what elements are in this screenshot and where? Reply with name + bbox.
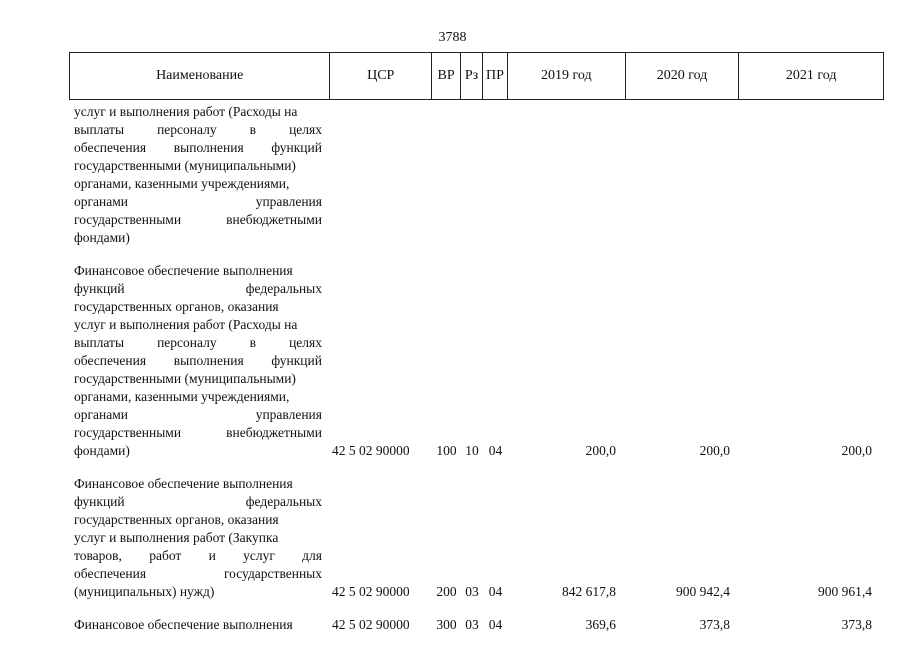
name-line [74,157,322,175]
row-pr [483,229,508,247]
name-word: функций [74,494,125,509]
name-line [74,211,322,229]
name-line [74,406,322,424]
name-word: услуг [243,548,275,563]
row-vr: 300 [436,617,457,632]
name-line [74,280,322,298]
name-line [74,175,322,193]
row-name [69,616,330,634]
name-word: федеральных [245,281,322,296]
name-line [74,103,322,121]
row-name [69,475,330,601]
name-line [74,442,322,460]
name-word: услуг и выполнения работ (Расходы на [74,317,298,332]
name-word: функций [74,281,125,296]
name-word: выплаты [74,335,125,350]
row-rz [461,229,483,247]
row-2021: 200,0 [841,443,872,458]
row-csr: 42 5 02 90000 [332,443,410,458]
name-word: федеральных [245,494,322,509]
row-2020: 900 942,4 [676,584,730,599]
row-vr: 100 [436,443,457,458]
name-word: государственными (муниципальными) [74,371,296,386]
name-word: государственных органов, оказания [74,512,279,527]
name-word: государственными (муниципальными) [74,158,296,173]
row-2021: 373,8 [841,617,872,632]
name-line [74,334,322,352]
row-2020 [626,229,740,247]
name-word: государственных органов, оказания [74,299,279,314]
row-name [69,103,330,247]
header-name: Наименование [70,53,330,99]
header-vr: ВР [432,53,461,99]
name-word: в [249,122,257,137]
row-2020: 373,8 [699,617,730,632]
name-word: функций [271,353,322,368]
name-word: органами, казенными учреждениями, [74,176,290,191]
page-number: 3788 [438,30,467,45]
name-word: государственными [74,212,182,227]
row-rz: 03 [465,617,479,632]
header-2021: 2021 год [785,68,837,83]
table-row [69,475,884,601]
table-row [69,103,884,247]
name-word: целях [289,335,322,350]
name-line [74,229,322,247]
row-name [69,262,330,460]
row-vr: 200 [436,584,457,599]
name-line [74,475,322,493]
name-word: выполнения [173,140,244,155]
table-body [69,103,884,649]
row-csr [330,229,432,247]
name-word: Финансовое обеспечение выполнения [74,617,293,632]
name-word: персоналу [157,335,217,350]
name-line [74,616,322,634]
name-word: выплаты [74,122,125,137]
name-word: выполнения [173,353,244,368]
table-row [69,262,884,460]
row-csr: 42 5 02 90000 [332,617,410,632]
name-line [74,511,322,529]
name-line [74,370,322,388]
row-rz: 10 [465,443,479,458]
name-line [74,493,322,511]
header-2020: 2020 год [626,53,740,99]
header-pr: ПР [483,53,508,99]
name-word: обеспечения [74,140,147,155]
row-vr [432,229,461,247]
name-word: фондами) [74,443,130,458]
name-word: Финансовое обеспечение выполнения [74,476,293,491]
header-rz: Рз [461,53,483,99]
name-word: управления [255,407,322,422]
name-word: Финансовое обеспечение выполнения [74,263,293,278]
name-word: органами, казенными учреждениями, [74,389,290,404]
row-2019 [508,229,626,247]
header-csr: ЦСР [330,53,432,99]
name-word: услуг и выполнения работ (Закупка [74,530,279,545]
row-2019: 842 617,8 [562,584,616,599]
name-word: фондами) [74,230,130,245]
name-line [74,388,322,406]
name-line [74,262,322,280]
name-line [74,565,322,583]
name-word: услуг и выполнения работ (Расходы на [74,104,298,119]
name-line [74,529,322,547]
name-line [74,583,322,601]
name-word: обеспечения [74,353,147,368]
row-2020: 200,0 [699,443,730,458]
name-line [74,352,322,370]
name-word: обеспечения [74,566,147,581]
name-line [74,139,322,157]
name-word: и [208,548,216,563]
name-word: органами [74,407,129,422]
name-word: государственными [74,425,182,440]
name-word: государственных [223,566,322,581]
name-word: в [249,335,257,350]
name-line [74,424,322,442]
name-word: внебюджетными [226,212,322,227]
header-2019: 2019 год [508,53,626,99]
row-rz: 03 [465,584,479,599]
name-line [74,121,322,139]
name-word: органами [74,194,129,209]
name-word: управления [255,194,322,209]
name-word: функций [271,140,322,155]
name-line [74,193,322,211]
row-2021 [740,229,884,247]
name-word: персоналу [157,122,217,137]
name-word: работ [149,548,182,563]
row-pr: 04 [488,443,503,458]
name-line [74,316,322,334]
name-word: товаров, [74,548,122,563]
name-word: (муниципальных) нужд) [74,584,215,599]
table-header [69,52,884,100]
name-line [74,298,322,316]
row-pr: 04 [488,584,503,599]
row-pr: 04 [488,617,503,632]
row-2021: 900 961,4 [818,584,872,599]
name-word: целях [289,122,322,137]
row-2019: 369,6 [585,617,616,632]
table-row [69,616,884,634]
row-csr: 42 5 02 90000 [332,584,410,599]
name-line [74,547,322,565]
name-word: внебюджетными [226,425,322,440]
row-2019: 200,0 [585,443,616,458]
name-word: для [302,548,322,563]
